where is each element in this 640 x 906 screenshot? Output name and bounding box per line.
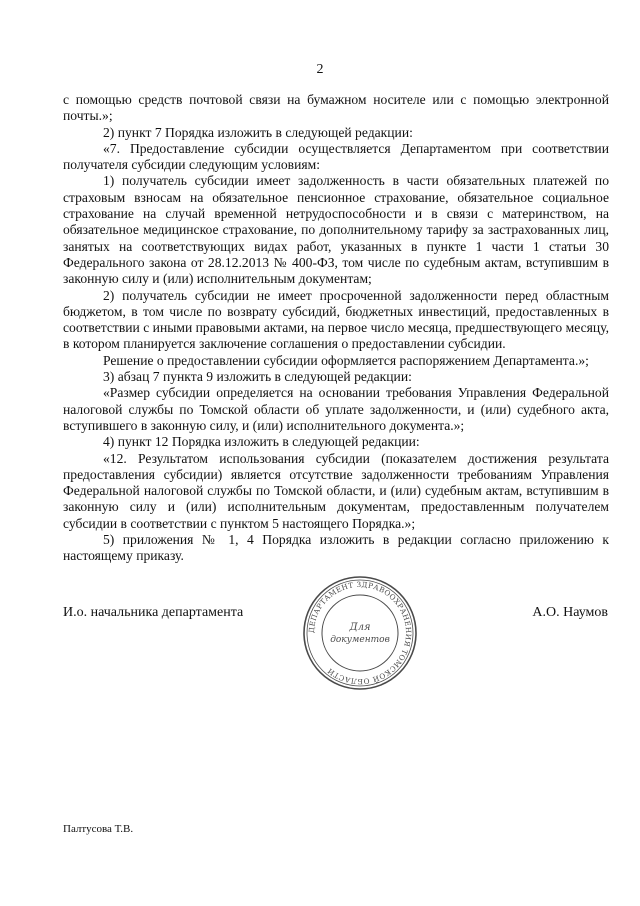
signatory-name: А.О. Наумов: [532, 605, 608, 620]
stamp-center-text-1: Для: [349, 622, 371, 633]
paragraph: 4) пункт 12 Порядка изложить в следующей редакции:: [103, 434, 420, 450]
signatory-position: И.о. начальника департамента: [63, 605, 244, 620]
page-number: 2: [316, 62, 324, 77]
paragraph: «12. Результатом использования субсидии (показателем достижения результата предоставления субсидии) является отсутствие задолженности требованиям Управления Федеральной налоговой службы по Томской области, и (или) судебным актам, вступившим в законную силу и (или) исполнительным документам, предоставленным получателем субсидии в соответствии с пунктом 5 настоящего Порядка.»;: [63, 450, 609, 531]
official-stamp: [299, 572, 421, 694]
paragraph: Решение о предоставлении субсидии оформляется распоряжением Департамента.»;: [103, 352, 589, 368]
paragraph: «Размер субсидии определяется на основании требования Управления Федеральной налоговой службы по Томской области об уплате задолженности, и (или) судебного акта, вступившего в законную силу, и (или) исполнительного документа.»;: [63, 385, 609, 433]
paragraph: 2) получатель субсидии не имеет просроченной задолженности перед областным бюджетом, в том числе по возврату субсидий, бюджетных инвестиций, предоставленных в соответствии с иными правовыми актами, на первое число месяца, предшествующего месяцу, в котором планируется заключение соглашения о предоставлении субсидии.: [63, 287, 609, 352]
stamp-ring-text: ДЕПАРТАМЕНТ ЗДРАВООХРАНЕНИЯ ТОМСКОЙ ОБЛАСТИ: [306, 579, 414, 687]
paragraph: 1) получатель субсидии имеет задолженность в части обязательных платежей по страховым взносам на обязательное пенсионное страхование, обязательное социальное страхование на случай временной нетрудоспособности и в связи с материнством, на обязательное медицинское страхование, по дополнительному тарифу за застрахованных лиц, занятых на соответствующих видах работ, указанных в пункте 1 части 1 статьи 30 Федерального закона от 28.12.2013 № 400-ФЗ, том числе по судебным актам, вступившим в законную силу и (или) исполнительным документам;: [63, 173, 609, 287]
paragraph: с помощью средств почтовой связи на бумажном носителе или с помощью электронной почты.»;: [63, 92, 609, 124]
paragraph: 3) абзац 7 пункта 9 изложить в следующей редакции:: [103, 369, 412, 385]
paragraph: 5) приложения № 1, 4 Порядка изложить в редакции согласно приложению к настоящему приказу.: [63, 532, 609, 564]
paragraph: 2) пункт 7 Порядка изложить в следующей редакции:: [103, 124, 413, 140]
document-body: [63, 92, 609, 565]
stamp-center-text-2: документов: [330, 635, 390, 645]
paragraph: «7. Предоставление субсидии осуществляется Департаментом при соответствии получателя субсидии следующим условиям:: [63, 140, 609, 173]
executor-name: Палтусова Т.В.: [63, 823, 134, 835]
